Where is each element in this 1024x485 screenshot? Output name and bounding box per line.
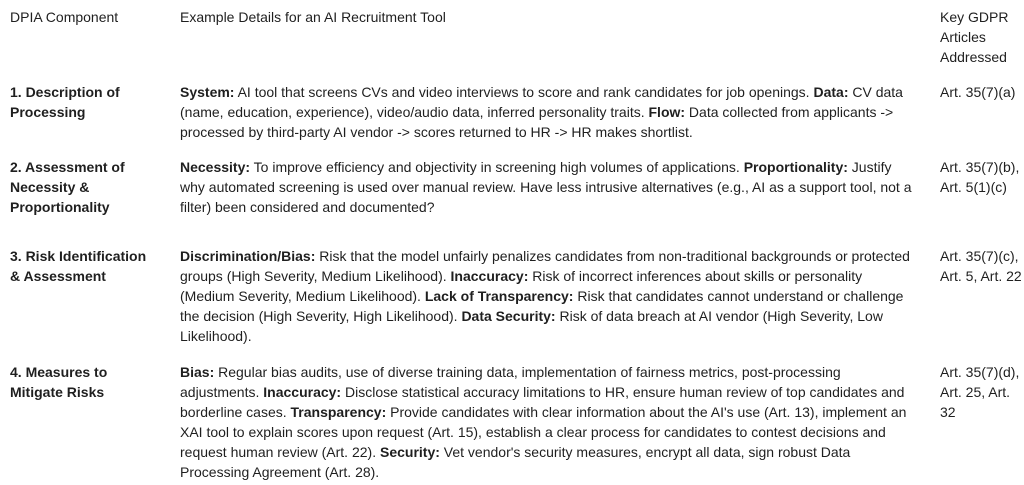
- detail-label: Discrimination/Bias:: [180, 248, 316, 264]
- detail-text: AI tool that screens CVs and video interviews to score and rank candidates for job openings.: [234, 84, 814, 100]
- header-articles: Key GDPR Articles Addressed: [940, 9, 1009, 65]
- detail-label: Proportionality:: [743, 159, 848, 175]
- header-details: Example Details for an AI Recruitment Tool: [180, 9, 446, 25]
- row-component: 2. Assessment of Necessity & Proportionality: [10, 159, 125, 215]
- table-row: [0, 246, 1024, 362]
- table-row: [0, 82, 1024, 157]
- detail-text: Disclose statistical accuracy limitations to HR, ensure human review of top candidates and borderline cases.: [180, 384, 905, 420]
- row-details: [170, 362, 930, 482]
- row-articles: Art. 35(7)(c), Art. 5, Art. 22: [940, 248, 1022, 284]
- row-details: [170, 82, 930, 157]
- table-row: [0, 362, 1024, 482]
- detail-label: System:: [180, 84, 235, 100]
- detail-text: Risk of data breach at AI vendor (High Severity, Low Likelihood).: [180, 308, 883, 344]
- detail-label: Data Security:: [461, 308, 556, 324]
- row-articles: Art. 35(7)(a): [940, 84, 1016, 100]
- detail-label: Data:: [813, 84, 849, 100]
- detail-label: Bias:: [180, 364, 215, 380]
- detail-text: Justify why automated screening is used over manual review. Have less intrusive alternatives (e.g., AI as a support tool, not a filter) been considered and documented?: [180, 159, 912, 215]
- detail-label: Flow:: [648, 104, 686, 120]
- row-articles: Art. 35(7)(b), Art. 5(1)(c): [940, 159, 1020, 195]
- detail-label: Lack of Transparency:: [424, 288, 574, 304]
- row-component: 3. Risk Identification & Assessment: [10, 248, 147, 284]
- detail-text: Regular bias audits, use of diverse training data, implementation of fairness metrics, post-processing adjustments.: [180, 364, 841, 400]
- header-row: [0, 0, 1024, 82]
- header-component: DPIA Component: [10, 9, 119, 25]
- detail-text: Risk of incorrect inferences about skills or personality (Medium Severity, Medium Likelihood).: [180, 268, 863, 304]
- detail-label: Inaccuracy:: [263, 384, 342, 400]
- detail-text: Risk that the model unfairly penalizes candidates from non-traditional backgrounds or protected groups (High Severity, Medium Likelihood).: [180, 248, 910, 284]
- row-component: 1. Description of Processing: [10, 84, 120, 120]
- detail-text: Risk that candidates cannot understand or challenge the decision (High Severity, High Likelihood).: [180, 288, 904, 324]
- detail-label: Inaccuracy:: [450, 268, 529, 284]
- table-row: [0, 157, 1024, 246]
- detail-label: Necessity:: [180, 159, 251, 175]
- detail-text: Vet vendor's security measures, encrypt all data, sign robust Data Processing Agreement (Art. 28).: [180, 444, 851, 480]
- detail-label: Security:: [379, 444, 440, 460]
- row-articles: Art. 35(7)(d), Art. 25, Art. 32: [940, 364, 1020, 420]
- row-details: [170, 157, 930, 246]
- row-component: 4. Measures to Mitigate Risks: [10, 364, 108, 400]
- detail-label: Transparency:: [290, 404, 387, 420]
- detail-text: Data collected from applicants -> processed by third-party AI vendor -> scores returned to HR -> HR makes shortlist.: [180, 104, 894, 140]
- detail-text: To improve efficiency and objectivity in screening high volumes of applications.: [250, 159, 744, 175]
- detail-text: CV data (name, education, experience), video/audio data, inferred personality traits.: [180, 84, 903, 120]
- detail-text: Provide candidates with clear information about the AI's use (Art. 13), implement an XAI tool to explain scores upon request (Art. 15), establish a clear process for candidates to contest decisions and request human review (Art. 22).: [180, 404, 907, 460]
- row-details: [170, 246, 930, 362]
